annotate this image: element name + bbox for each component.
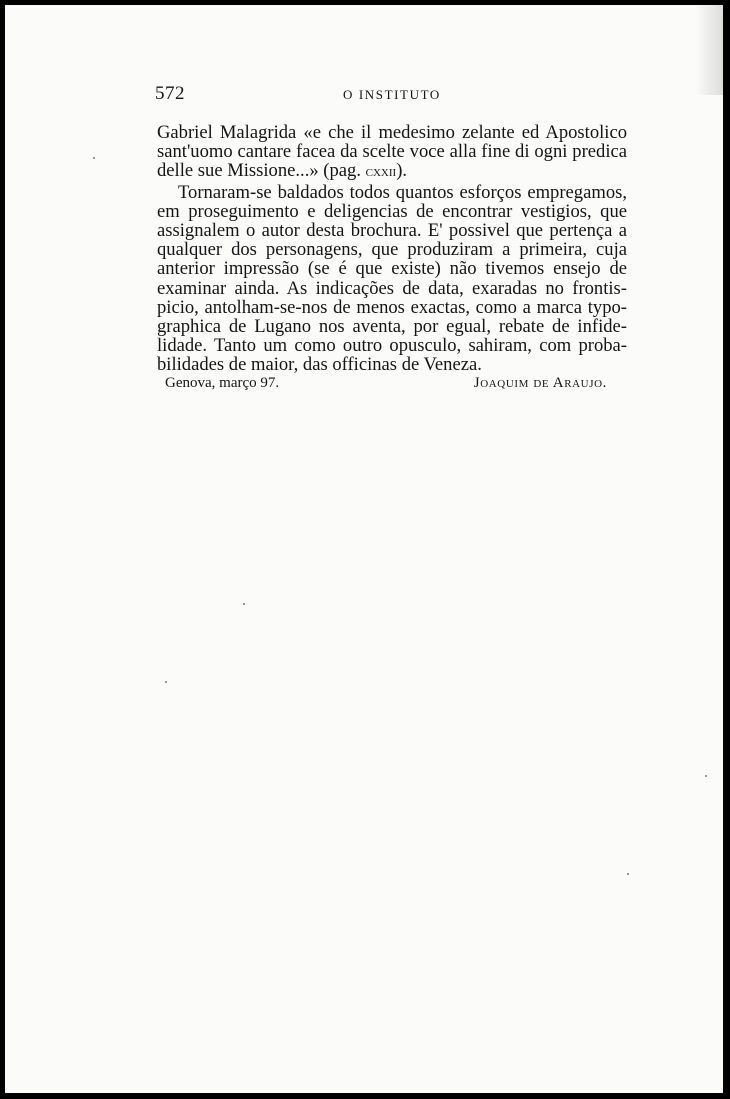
place-date: Genova, março 97. xyxy=(165,375,280,391)
paragraph-1 xyxy=(157,123,627,183)
body-text xyxy=(157,123,627,375)
scan-speck xyxy=(705,775,707,777)
scan-speck xyxy=(93,157,95,159)
paragraph-2: Tornaram-se baldados todos quantos esforços empregamos, em proseguimento e deligencias de encontrar vestigios, que assignalem o autor desta brochura. E' possivel que pertença a qualquer dos personagens, que produziram a primeira, cuja anterior impressão (se é que existe) não tivemos ensejo de examinar ainda. As indicações de data, exaradas no frontis-picio, antolham-se-nos de menos exactas, como a marca typo-graphica de Lugano nos aventa, por egual, rebate de infide-lidade. Tanto um como outro opusculo, sahiram, com proba-bilidades de maior, das officinas de Veneza. xyxy=(157,181,627,376)
signature-line xyxy=(157,375,607,392)
paragraph-1-end: ). xyxy=(396,160,408,182)
scan-speck xyxy=(627,873,629,875)
document-page xyxy=(5,5,723,1093)
running-title: O INSTITUTO xyxy=(343,87,441,102)
paragraph-1-reference: cxxii xyxy=(365,164,397,181)
scan-edge-shadow xyxy=(695,5,723,95)
scan-speck xyxy=(243,603,245,605)
author-signature: Joaquim de Araujo. xyxy=(473,375,607,391)
paragraph-1-text: Gabriel Malagrida «e che il medesimo zelante ed Apostolico sant'uomo cantare facea da scelte voce alla fine di ogni predica delle sue Missione...» (pag. xyxy=(157,122,627,182)
scan-speck xyxy=(165,681,167,683)
page-number: 572 xyxy=(155,83,185,104)
